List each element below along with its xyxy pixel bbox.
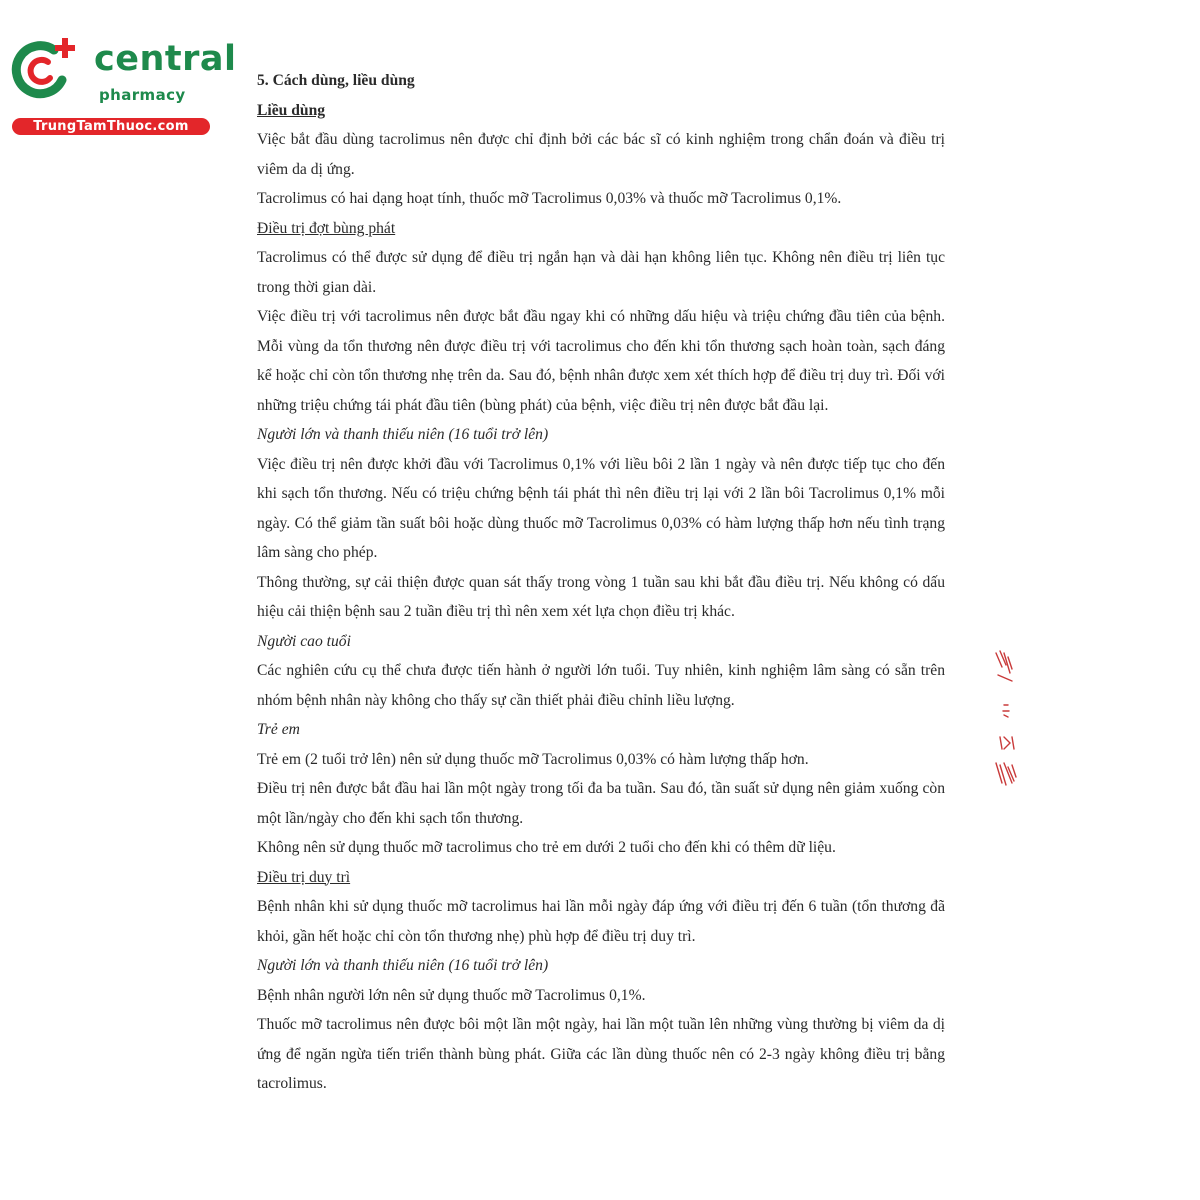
adults-heading: Người lớn và thanh thiếu niên (16 tuổi trở lên) bbox=[257, 426, 549, 443]
paragraph: Không nên sử dụng thuốc mỡ tacrolimus cho trẻ em dưới 2 tuổi cho đến khi có thêm dữ liệu. bbox=[257, 839, 836, 856]
stamp-mark-icon bbox=[990, 645, 1022, 795]
paragraph: Tacrolimus có hai dạng hoạt tính, thuốc mỡ Tacrolimus 0,03% và thuốc mỡ Tacrolimus 0,1%. bbox=[257, 190, 842, 207]
paragraph: Thuốc mỡ tacrolimus nên được bôi một lần một ngày, hai lần một tuần lên những vùng thường bị viêm da dị ứng để ngăn ngừa tiến triển thành bùng phát. Giữa các lần dùng thuốc nên có 2-3 ngày không điều trị bằng tacrolimus. bbox=[257, 1016, 945, 1092]
maintenance-heading: Điều trị duy trì bbox=[257, 868, 351, 886]
brand-logo bbox=[10, 36, 237, 140]
brand-website: TrungTamThuoc.com bbox=[12, 118, 210, 135]
paragraph: Tacrolimus có thể được sử dụng để điều trị ngắn hạn và dài hạn không liên tục. Không nên điều trị liên tục trong thời gian dài. bbox=[257, 249, 945, 296]
paragraph: Việc bắt đầu dùng tacrolimus nên được chỉ định bởi các bác sĩ có kinh nghiệm trong chẩn đoán và điều trị viêm da dị ứng. bbox=[257, 131, 945, 178]
paragraph: Điều trị nên được bắt đầu hai lần một ngày trong tối đa ba tuần. Sau đó, tần suất sử dụng nên giảm xuống còn một lần/ngày cho đến khi sạch tổn thương. bbox=[257, 780, 945, 827]
paragraph: Thông thường, sự cải thiện được quan sát thấy trong vòng 1 tuần sau khi bắt đầu điều trị. Nếu không có dấu hiệu cải thiện bệnh sau 2 tuần điều trị thì nên xem xét lựa chọn điều trị khác. bbox=[257, 573, 945, 620]
paragraph: Việc điều trị với tacrolimus nên được bắt đầu ngay khi có những dấu hiệu và triệu chứng đầu tiên của bệnh. Mỗi vùng da tổn thương nên được điều trị với tacrolimus cho đến khi tổn thương sạch hoàn toàn, sạch đáng kể hoặc chỉ còn tổn thương nhẹ trên da. Sau đó, bệnh nhân được xem xét thích hợp để điều trị duy trì. Đối với những triệu chứng tái phát đầu tiên (bùng phát) của bệnh, việc điều trị nên được bắt đầu lại. bbox=[257, 308, 945, 414]
paragraph: Các nghiên cứu cụ thể chưa được tiến hành ở người lớn tuổi. Tuy nhiên, kinh nghiệm lâm sàng có sẵn trên nhóm bệnh nhân này không cho thấy sự cần thiết phải điều chỉnh liều lượng. bbox=[257, 662, 945, 709]
paragraph: Trẻ em (2 tuổi trở lên) nên sử dụng thuốc mỡ Tacrolimus 0,03% có hàm lượng thấp hơn. bbox=[257, 750, 809, 768]
pharmacy-cross-logo-icon bbox=[10, 36, 82, 102]
elderly-heading: Người cao tuổi bbox=[257, 632, 351, 650]
children-heading: Trẻ em bbox=[257, 721, 300, 738]
brand-subtitle: pharmacy bbox=[99, 86, 186, 104]
paragraph: Việc điều trị nên được khởi đầu với Tacrolimus 0,1% với liều bôi 2 lần 1 ngày và nên được tiếp tục cho đến khi sạch tổn thương. Nếu có triệu chứng bệnh tái phát thì nên điều trị lại với 2 lần bôi Tacrolimus 0,1% mỗi ngày. Có thể giảm tần suất bôi hoặc dùng thuốc mỡ Tacrolimus 0,03% có hàm lượng thấp hơn nếu tình trạng lâm sàng cho phép. bbox=[257, 455, 945, 561]
document-body bbox=[257, 66, 945, 1099]
brand-name: central bbox=[94, 39, 237, 79]
dosage-heading: Liều dùng bbox=[257, 101, 326, 119]
adults-heading-2: Người lớn và thanh thiếu niên (16 tuổi trở lên) bbox=[257, 957, 549, 974]
flare-heading: Điều trị đợt bùng phát bbox=[257, 219, 396, 237]
paragraph: Bệnh nhân khi sử dụng thuốc mỡ tacrolimus hai lần mỗi ngày đáp ứng với điều trị đến 6 tuần (tổn thương đã khỏi, gần hết hoặc chỉ còn tổn thương nhẹ) phù hợp để điều trị duy trì. bbox=[257, 898, 945, 945]
paragraph: Bệnh nhân người lớn nên sử dụng thuốc mỡ Tacrolimus 0,1%. bbox=[257, 986, 646, 1004]
section-title: 5. Cách dùng, liều dùng bbox=[257, 72, 415, 89]
